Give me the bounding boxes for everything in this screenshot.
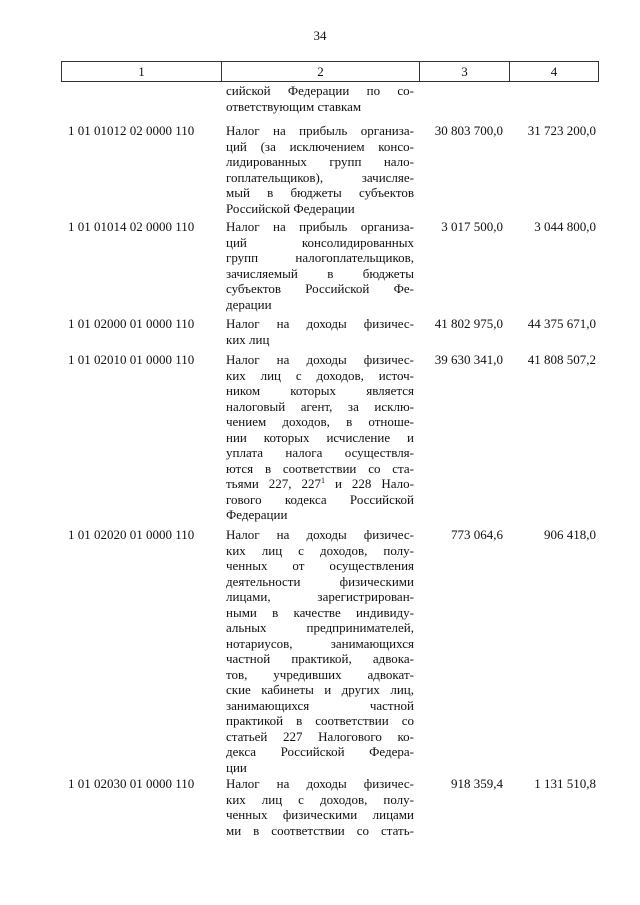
row-name: [226, 83, 414, 114]
name-line: частной практикой, адвока-: [226, 651, 414, 666]
name-line: лицами, зарегистрирован-: [226, 589, 414, 604]
superscript: 1: [321, 476, 325, 485]
row-value-2: 906 418,0: [544, 527, 596, 542]
row-code: 1 01 02000 01 0000 110: [68, 316, 195, 331]
row-value-1: 918 359,4: [451, 776, 503, 791]
name-line: ций консолидированных: [226, 234, 414, 250]
name-line: Налог на прибыль организа-: [226, 219, 414, 234]
name-line: ются в соответствии со ста-: [226, 460, 414, 476]
name-line: дерации: [226, 296, 272, 312]
name-line: гоплательщиков), зачисляе-: [226, 169, 414, 185]
row-value-1: 773 064,6: [451, 527, 503, 542]
name-line: Налог на доходы физичес-: [226, 352, 414, 367]
row-value-2: 31 723 200,0: [527, 123, 596, 138]
name-line: Федерации: [226, 507, 288, 522]
row-code: 1 01 02010 01 0000 110: [68, 352, 195, 367]
name-line: ких лиц с доходов, источ-: [226, 367, 414, 383]
name-line: ких лиц с доходов, полу-: [226, 542, 414, 558]
row-code: 1 01 02020 01 0000 110: [68, 527, 195, 542]
row-name: [226, 316, 414, 347]
header-col-4: 4: [509, 62, 598, 81]
name-line: субъектов Российской Фе-: [226, 281, 414, 296]
table-header: [61, 61, 599, 82]
name-line: уплата налога осуществля-: [226, 445, 414, 460]
name-line: лидированных групп нало-: [226, 154, 414, 169]
name-line: ции: [226, 759, 247, 775]
name-line: ские кабинеты и других лиц,: [226, 682, 414, 697]
row-value-2: 1 131 510,8: [534, 776, 596, 791]
name-line: ответствующим ставкам: [226, 98, 362, 114]
name-line: деятельности физическими: [226, 573, 414, 589]
row-code: 1 01 01014 02 0000 110: [68, 219, 195, 234]
name-line: статьей 227 Налогового ко-: [226, 728, 414, 744]
row-name: [226, 352, 414, 523]
name-line: нотариусов, занимающихся: [226, 635, 414, 651]
row-value-2: 44 375 671,0: [527, 316, 596, 331]
name-line: Налог на доходы физичес-: [226, 776, 414, 791]
name-line: [226, 476, 414, 492]
name-line: гового кодекса Российской: [226, 491, 414, 507]
row-value-1: 3 017 500,0: [441, 219, 503, 234]
row-name: [226, 527, 414, 775]
name-line: групп налогоплательщиков,: [226, 250, 414, 265]
name-line: Налог на прибыль организа-: [226, 123, 414, 138]
name-line: ких лиц: [226, 331, 270, 347]
name-line: ми в соответствии со стать-: [226, 822, 414, 838]
name-line: мый в бюджеты субъектов: [226, 185, 414, 200]
name-line: чением доходов, в отноше-: [226, 414, 414, 429]
name-line: налоговый агент, за исклю-: [226, 398, 414, 414]
row-name: [226, 776, 414, 838]
row-value-2: 3 044 800,0: [534, 219, 596, 234]
row-name: [226, 219, 414, 312]
row-name: [226, 123, 414, 216]
name-line: Налог на доходы физичес-: [226, 527, 414, 542]
name-line: зачисляемый в бюджеты: [226, 265, 414, 281]
name-text: и 228 Нало-: [325, 476, 414, 491]
name-line: тов, учредивших адвокат-: [226, 666, 414, 682]
header-col-1: 1: [138, 63, 145, 79]
name-line: Налог на доходы физичес-: [226, 316, 414, 331]
name-line: альных предпринимателей,: [226, 620, 414, 635]
row-code: 1 01 01012 02 0000 110: [68, 123, 195, 138]
row-value-1: 30 803 700,0: [434, 123, 503, 138]
name-line: декса Российской Федера-: [226, 744, 414, 759]
name-line: ций (за исключением консо-: [226, 138, 414, 154]
name-line: занимающихся частной: [226, 697, 414, 713]
name-line: ником которых является: [226, 383, 414, 398]
row-code: 1 01 02030 01 0000 110: [68, 776, 195, 791]
name-line: нии которых исчисление и: [226, 429, 414, 445]
header-col-3: 3: [419, 62, 509, 81]
row-value-2: 41 808 507,2: [527, 352, 596, 367]
row-value-1: 39 630 341,0: [434, 352, 503, 367]
name-line: Российской Федерации: [226, 200, 355, 216]
name-line: ченных от осуществления: [226, 558, 414, 573]
page-number: 34: [313, 28, 327, 43]
row-value-1: 41 802 975,0: [434, 316, 503, 331]
name-line: ких лиц с доходов, полу-: [226, 791, 414, 807]
name-line: практикой в соответствии со: [226, 713, 414, 728]
name-line: ными в качестве индивиду-: [226, 604, 414, 620]
header-col-2: 2: [221, 62, 419, 81]
name-text: тьями 227, 227: [226, 476, 321, 491]
name-line: ченных физическими лицами: [226, 807, 414, 822]
name-line: сийской Федерации по со-: [226, 83, 414, 98]
